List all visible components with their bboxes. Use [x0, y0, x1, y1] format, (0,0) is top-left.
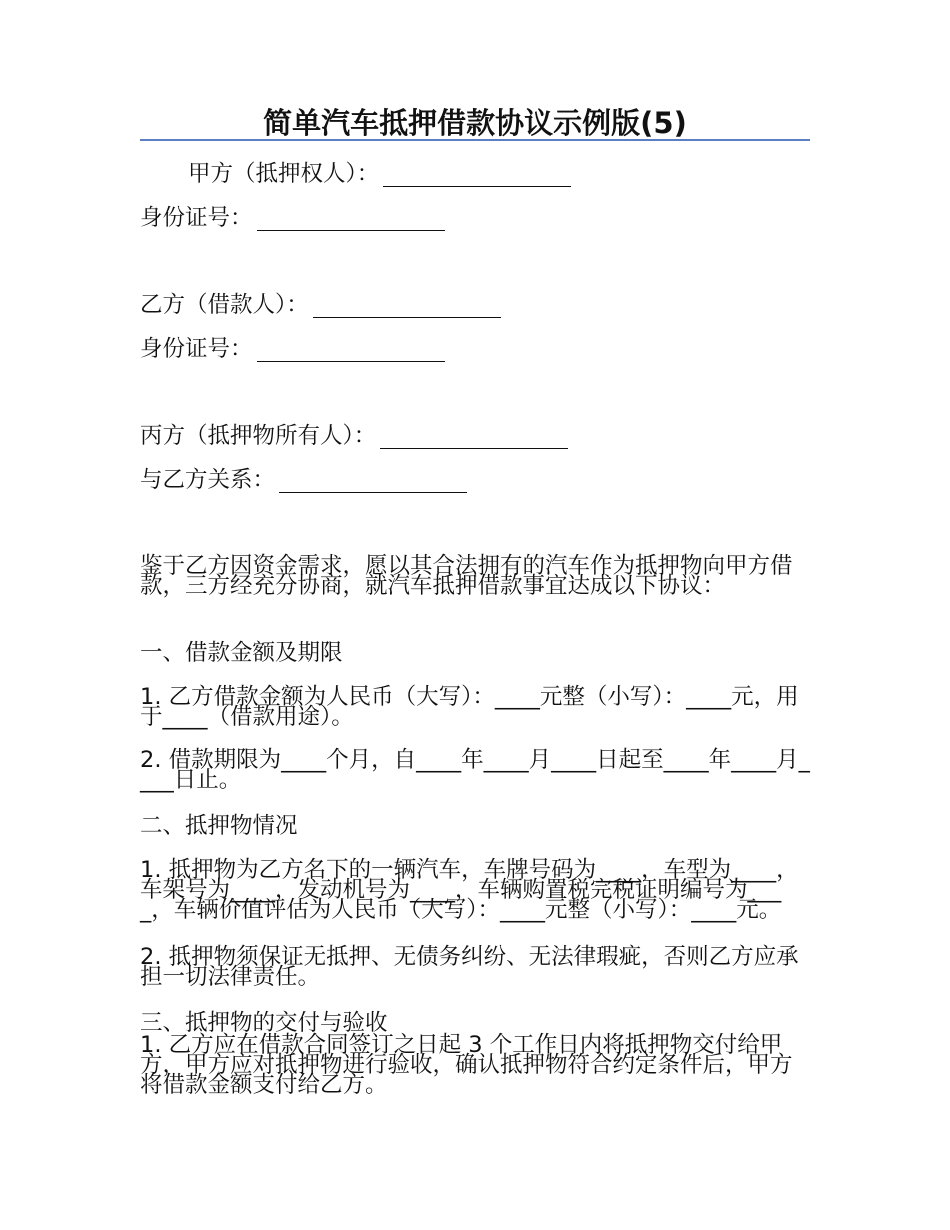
id-a-line [140, 205, 810, 231]
relation-c-blank[interactable] [279, 470, 467, 493]
id-a-blank[interactable] [257, 208, 445, 231]
id-a-label: 身份证号： [140, 205, 253, 231]
section-3-clause-1: 1. 乙方应在借款合同签订之日起 3 个工作日内将抵押物交付给甲方，甲方应对抵押物进行验收，确认抵押物符合约定条件后，甲方将借款金额支付给乙方。 [140, 1032, 793, 1098]
document-title: 简单汽车抵押借款协议示例版(5) [263, 106, 687, 140]
section-1-clause-1: 1. 乙方借款金额为人民币（大写）：____元整（小写）：____元，用于____（借款用途）。 [140, 684, 799, 730]
section-2-clause-1: 1. 抵押物为乙方名下的一辆汽车，车牌号码为____，车型为____，车架号为____，发动机号为____，车辆购置税完税证明编号为____，车辆价值评估为人民币（大写）：____元整（小写）：____元。 [140, 857, 799, 923]
party-a-line [140, 161, 858, 187]
party-c-label: 丙方（抵押物所有人）： [140, 423, 377, 449]
section-1-heading: 一、借款金额及期限 [140, 640, 343, 666]
party-c-line [140, 423, 810, 449]
section-3-heading: 三、抵押物的交付与验收 [140, 1010, 388, 1036]
party-c-blank[interactable] [380, 426, 568, 449]
id-b-line [140, 336, 810, 362]
relation-c-label: 与乙方关系： [140, 467, 276, 493]
section-2-heading: 二、抵押物情况 [140, 813, 298, 839]
section-1-clause-2: 2. 借款期限为____个月，自____年____月____日起至____年____月____日止。 [140, 747, 810, 793]
id-b-label: 身份证号： [140, 336, 253, 362]
party-a-blank[interactable] [383, 164, 571, 187]
relation-c-line [140, 467, 810, 493]
party-a-label: 甲方（抵押权人）： [188, 161, 380, 187]
intro-paragraph: 鉴于乙方因资金需求，愿以其合法拥有的汽车作为抵押物向甲方借款，三方经充分协商，就汽车抵押借款事宜达成以下协议： [140, 553, 793, 599]
party-b-line [140, 292, 810, 318]
party-b-label: 乙方（借款人）： [140, 292, 309, 318]
title-underline [140, 139, 810, 141]
id-b-blank[interactable] [257, 339, 445, 362]
party-b-blank[interactable] [313, 295, 501, 318]
section-2-clause-2: 2. 抵押物须保证无抵押、无债务纠纷、无法律瑕疵，否则乙方应承担一切法律责任。 [140, 944, 799, 990]
